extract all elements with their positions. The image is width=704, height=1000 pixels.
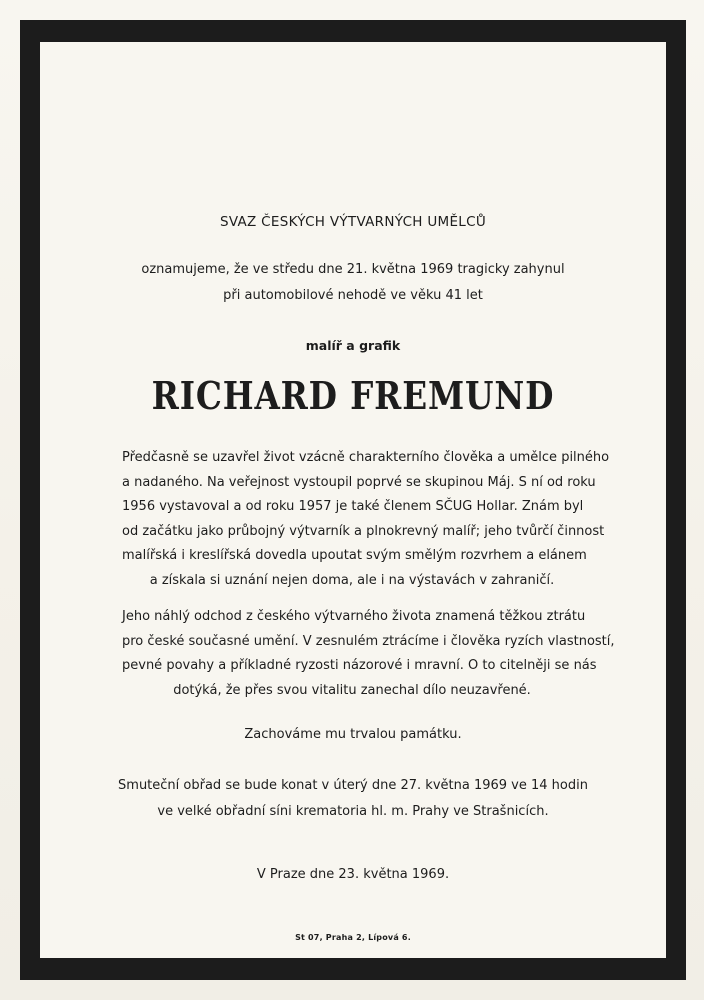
paragraph-line: pevné povahy a příkladné ryzosti názorové i mravní. O to citelněji se nás xyxy=(122,658,597,673)
funeral-line-1: Smuteční obřad se bude konat v úterý dne 27. května 1969 ve 14 hodin xyxy=(118,778,588,793)
paragraph-line: dotýká, že přes svou vitalitu zanechal dílo neuzavřené. xyxy=(173,682,531,698)
announcement-line-1: oznamujeme, že ve středu dne 21. května 1969 tragicky zahynul xyxy=(141,262,565,277)
place-and-date: V Praze dne 23. května 1969. xyxy=(256,867,450,882)
deceased-name: RICHARD FREMUND xyxy=(151,373,555,418)
memory-line: Zachováme mu trvalou památku. xyxy=(244,727,462,742)
profession-label: malíř a grafik xyxy=(305,338,401,353)
printer-mark: St 07, Praha 2, Lípová 6. xyxy=(295,933,411,942)
paragraph-line: a nadaného. Na veřejnost vystoupil poprvé se skupinou Máj. S ní od roku xyxy=(122,474,596,490)
paragraph-line: malířská i kreslířská dovedla upoutat svým smělým rozvrhem a elánem xyxy=(122,548,587,563)
paragraph-line: od začátku jako průbojný výtvarník a plnokrevný malíř; jeho tvůrčí činnost xyxy=(122,523,605,539)
paragraph-line: 1956 vystavoval a od roku 1957 je také členem SČUG Hollar. Znám byl xyxy=(122,499,584,514)
biography-paragraph xyxy=(122,446,610,593)
funeral-line-2: ve velké obřadní síni krematoria hl. m. Prahy ve Strašnicích. xyxy=(157,804,549,819)
paragraph-line: a získala si uznání nejen doma, ale i na výstavách v zahraničí. xyxy=(149,572,555,588)
paragraph-line: Jeho náhlý odchod z českého výtvarného života znamená těžkou ztrátu xyxy=(122,609,586,624)
paragraph-line: Předčasně se uzavřel život vzácně charakterního člověka a umělce pilného xyxy=(122,450,610,465)
paragraph-line: pro české současné umění. V zesnulém ztrácíme i člověka ryzích vlastností, xyxy=(122,633,615,649)
announcement-line-2: při automobilové nehodě ve věku 41 let xyxy=(223,288,483,303)
tribute-paragraph xyxy=(122,605,615,703)
obituary-content xyxy=(40,42,666,958)
organization-heading: SVAZ ČESKÝCH VÝTVARNÝCH UMĚLCŮ xyxy=(219,214,487,230)
